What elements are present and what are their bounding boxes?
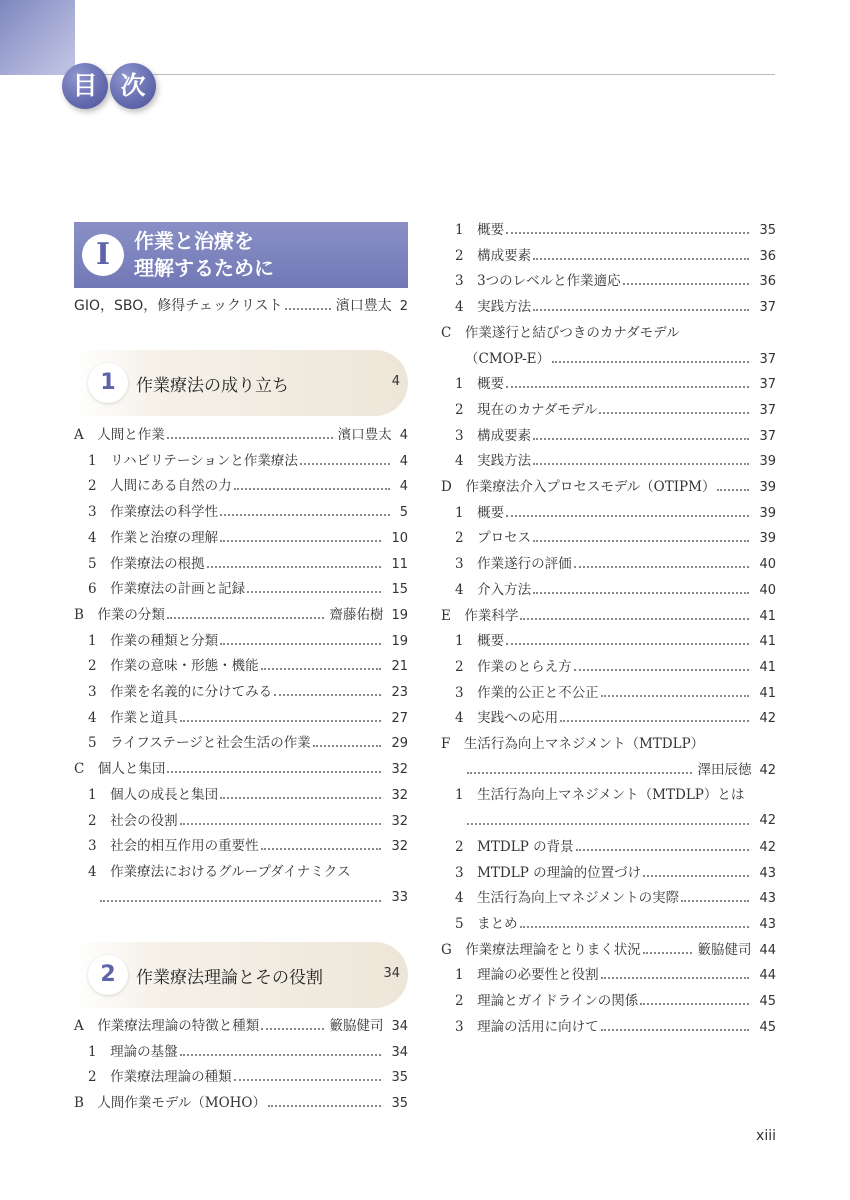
toc-page: 43: [759, 865, 776, 881]
leader-dots: [167, 435, 333, 439]
toc-page: 33: [391, 889, 408, 905]
leader-dots: [599, 410, 749, 414]
toc-page: 34: [391, 1019, 408, 1034]
leader-dots: [261, 846, 382, 850]
leader-dots: [180, 1052, 382, 1056]
toc-page: 41: [759, 634, 776, 650]
toc-entry: A 人間と作業 濱口豊太 4: [74, 425, 408, 445]
chapter-title: 作業療法理論とその役割: [136, 968, 323, 988]
toc-author: 澤田辰徳: [697, 761, 752, 778]
toc-entry: 1 リハビリテーションと作業療法 4: [88, 451, 408, 471]
toc-page: 39: [759, 454, 776, 470]
toc-entry: 3 作業遂行の評価 40: [455, 554, 776, 574]
toc-author: 籔脇健司: [697, 941, 752, 958]
toc-entry: 5 ライフステージと社会生活の作業 29: [88, 733, 408, 753]
toc-entry: 5 まとめ 43: [455, 914, 776, 934]
leader-dots: [520, 924, 750, 928]
toc-heading: [62, 63, 172, 109]
leader-dots: [220, 512, 390, 516]
toc-page: 45: [759, 1019, 776, 1035]
toc-page: 11: [391, 556, 408, 572]
leader-dots: [533, 590, 749, 594]
toc-page: 42: [759, 762, 776, 778]
toc-page: 42: [759, 813, 776, 829]
leader-dots: [506, 384, 749, 388]
toc-entry: 4 実践方法 37: [455, 297, 776, 317]
leader-dots: [533, 461, 749, 465]
toc-page: 45: [759, 994, 776, 1009]
toc-page: 37: [759, 377, 776, 393]
leader-dots: [467, 821, 749, 825]
toc-page: 35: [391, 1070, 408, 1086]
toc-entry: C 作業遂行と結びつきのカナダモデル: [441, 323, 776, 343]
toc-page: 42: [759, 711, 776, 727]
leader-dots: [601, 975, 750, 979]
toc-entry: 5 作業療法の根拠 11: [88, 554, 408, 574]
toc-entry: 2 作業療法理論の種類 35: [88, 1067, 408, 1087]
toc-entry: 1 概要 35: [455, 220, 776, 240]
leader-dots: [467, 770, 692, 774]
leader-dots: [746, 796, 774, 798]
leader-dots: [601, 1027, 750, 1031]
leader-dots: [560, 718, 749, 722]
toc-page: 32: [391, 839, 408, 855]
leader-dots: [261, 666, 382, 670]
leader-dots: [506, 230, 749, 234]
toc-page: 4: [399, 453, 408, 469]
leader-dots: [313, 743, 382, 747]
leader-dots: [574, 564, 750, 568]
toc-page: 35: [759, 223, 776, 238]
leader-dots: [167, 769, 381, 773]
toc-page: 4: [399, 479, 408, 495]
leader-dots: [167, 615, 325, 619]
leader-dots: [640, 1001, 749, 1005]
leader-dots: [100, 898, 381, 902]
toc-entry: F 生活行為向上マネジメント（MTDLP）: [441, 734, 776, 754]
toc-page: 10: [391, 530, 408, 546]
leader-dots: [274, 692, 381, 696]
toc-page: 34: [391, 1044, 408, 1060]
toc-entry: 6 作業療法の計画と記録 15: [88, 579, 408, 599]
leader-dots: [220, 795, 381, 799]
toc-entry: 2 作業の意味・形態・機能 21: [88, 656, 408, 676]
leader-dots: [268, 1103, 381, 1107]
toc-entry: 3 構成要素 37: [455, 426, 776, 446]
toc-page: 21: [391, 659, 408, 675]
leader-dots: [601, 693, 750, 697]
toc-entry: 4 作業と道具 27: [88, 708, 408, 728]
header-rule: [75, 74, 775, 75]
leader-dots: [234, 486, 390, 490]
leader-dots: [643, 873, 749, 877]
toc-page: 19: [391, 607, 408, 623]
toc-page: 4: [399, 428, 408, 443]
leader-dots: [506, 513, 749, 517]
toc-entry: 2 構成要素 36: [455, 246, 776, 266]
leader-dots: [180, 821, 382, 825]
leader-dots: [353, 873, 406, 875]
chapter-page: 4: [391, 374, 400, 389]
leader-dots: [706, 745, 774, 747]
toc-page: 36: [759, 274, 776, 290]
toc-page: 32: [391, 813, 408, 829]
toc-page: 41: [759, 659, 776, 675]
chapter-1-header: [74, 350, 408, 416]
toc-page: 41: [759, 608, 776, 624]
toc-page: 44: [759, 968, 776, 984]
toc-entry: 2 理論とガイドラインの関係 45: [455, 991, 776, 1011]
leader-dots: [533, 307, 749, 311]
toc-entry: 2 現在のカナダモデル 37: [455, 400, 776, 420]
part-numeral: I: [82, 234, 124, 276]
leader-dots: [533, 538, 749, 542]
toc-page: 15: [391, 582, 408, 598]
leader-dots: [220, 538, 381, 542]
toc-page: 37: [759, 300, 776, 316]
leader-dots: [207, 564, 382, 568]
chapter-number: 1: [88, 363, 128, 403]
toc-entry: 4 実践への応用 42: [455, 708, 776, 728]
toc-entry: 4 作業と治療の理解 10: [88, 528, 408, 548]
toc-author: 齋藤佑樹: [329, 606, 384, 623]
toc-entry: 2 社会の役割 32: [88, 811, 408, 831]
leader-dots: [681, 898, 749, 902]
toc-entry: 4 作業療法におけるグループダイナミクス: [88, 862, 408, 882]
toc-page: 44: [759, 942, 776, 958]
leader-dots: [681, 334, 774, 336]
toc-entry: 1 理論の必要性と役割 44: [455, 965, 776, 985]
leader-dots: [285, 306, 331, 310]
toc-page: 41: [759, 685, 776, 701]
leader-dots: [574, 667, 750, 671]
leader-dots: [520, 616, 749, 620]
toc-page: 40: [759, 557, 776, 573]
toc-page: 39: [759, 480, 776, 495]
toc-entry: [465, 760, 776, 780]
toc-entry: 1 概要 37: [455, 374, 776, 394]
toc-page: 35: [391, 1096, 408, 1112]
toc-page: 5: [399, 505, 408, 521]
chapter-page: 34: [383, 966, 400, 981]
part-header: [74, 222, 408, 288]
toc-entry: 2 MTDLP の背景 42: [455, 837, 776, 857]
toc-entry: B 作業の分類 齋藤佑樹 19: [74, 605, 408, 625]
toc-entry: 1 概要 41: [455, 631, 776, 651]
leader-dots: [717, 487, 749, 491]
chapter-title: 作業療法の成り立ち: [136, 376, 289, 396]
toc-page: 19: [391, 633, 408, 649]
toc-entry: （CMOP-E） 37: [465, 349, 776, 369]
chapter-2-header: [74, 942, 408, 1008]
toc-entry: 4 実践方法 39: [455, 451, 776, 471]
toc-page: 43: [759, 891, 776, 907]
toc-entry: 3 理論の活用に向けて 45: [455, 1017, 776, 1037]
toc-entry: 1 個人の成長と集団 32: [88, 785, 408, 805]
toc-page: 27: [391, 710, 408, 726]
toc-page: 23: [391, 685, 408, 700]
page-folio: xiii: [756, 1128, 776, 1144]
toc-entry: C 個人と集団 32: [74, 759, 408, 779]
toc-entry: 3 作業療法の科学性 5: [88, 502, 408, 522]
toc-entry: 3 MTDLP の理論的位置づけ 43: [455, 863, 776, 883]
toc-entry: 1 生活行為向上マネジメント（MTDLP）とは: [455, 785, 776, 805]
leader-dots: [234, 1077, 382, 1081]
toc-page: 37: [759, 402, 776, 418]
toc-page: 29: [391, 736, 408, 752]
toc-entry: [98, 888, 408, 908]
toc-entry: 3 3つのレベルと作業適応 36: [455, 271, 776, 291]
leader-dots: [300, 461, 390, 465]
toc-entry: 1 作業の種類と分類 19: [88, 631, 408, 651]
toc-page: 43: [759, 916, 776, 932]
toc-entry: 1 理論の基盤 34: [88, 1042, 408, 1062]
toc-entry: 3 社会的相互作用の重要性 32: [88, 836, 408, 856]
leader-dots: [623, 281, 750, 285]
toc-page: 42: [759, 839, 776, 855]
leader-dots: [533, 256, 749, 260]
toc-entry: 2 作業のとらえ方 41: [455, 657, 776, 677]
toc-entry: D 作業療法介入プロセスモデル（OTIPM） 39: [441, 477, 776, 497]
toc-entry: 2 人間にある自然の力 4: [88, 476, 408, 496]
leader-dots: [533, 436, 749, 440]
leader-dots: [552, 359, 749, 363]
toc-page: 36: [759, 248, 776, 264]
toc-entry: A 作業療法理論の特徴と種類 籔脇健司 34: [74, 1016, 408, 1036]
toc-page: 40: [759, 582, 776, 598]
gio-entry: GIO，SBO，修得チェックリスト 濱口豊太 2: [74, 298, 408, 314]
toc-author: 濱口豊太: [337, 427, 392, 443]
toc-page: 39: [759, 505, 776, 521]
toc-heading-char-2: 次: [110, 63, 156, 109]
toc-entry: 1 概要 39: [455, 503, 776, 523]
toc-entry: E 作業科学 41: [441, 606, 776, 626]
leader-dots: [220, 641, 381, 645]
leader-dots: [506, 641, 749, 645]
toc-page: 32: [391, 762, 408, 778]
toc-entry: B 人間作業モデル（MOHO） 35: [74, 1093, 408, 1113]
toc-page: 39: [759, 531, 776, 547]
toc-entry: 3 作業を名義的に分けてみる 23: [88, 682, 408, 702]
leader-dots: [643, 950, 693, 954]
toc-entry: 4 介入方法 40: [455, 580, 776, 600]
chapter-number: 2: [88, 955, 128, 995]
toc-entry: G 作業療法理論をとりまく状況 籔脇健司 44: [441, 940, 776, 960]
toc-page: 37: [759, 351, 776, 367]
leader-dots: [261, 1026, 324, 1030]
toc-entry: 4 生活行為向上マネジメントの実際 43: [455, 888, 776, 908]
toc-entry: [465, 811, 776, 831]
toc-page: 32: [391, 787, 408, 803]
toc-entry: 2 プロセス 39: [455, 528, 776, 548]
part-title: 作業と治療を 理解するために: [134, 229, 274, 280]
toc-entry: 3 作業的公正と不公正 41: [455, 683, 776, 703]
toc-heading-char-1: 目: [62, 63, 108, 109]
leader-dots: [247, 589, 381, 593]
toc-page: 37: [759, 428, 776, 444]
leader-dots: [576, 847, 750, 851]
leader-dots: [180, 718, 382, 722]
toc-author: 籔脇健司: [329, 1018, 384, 1034]
